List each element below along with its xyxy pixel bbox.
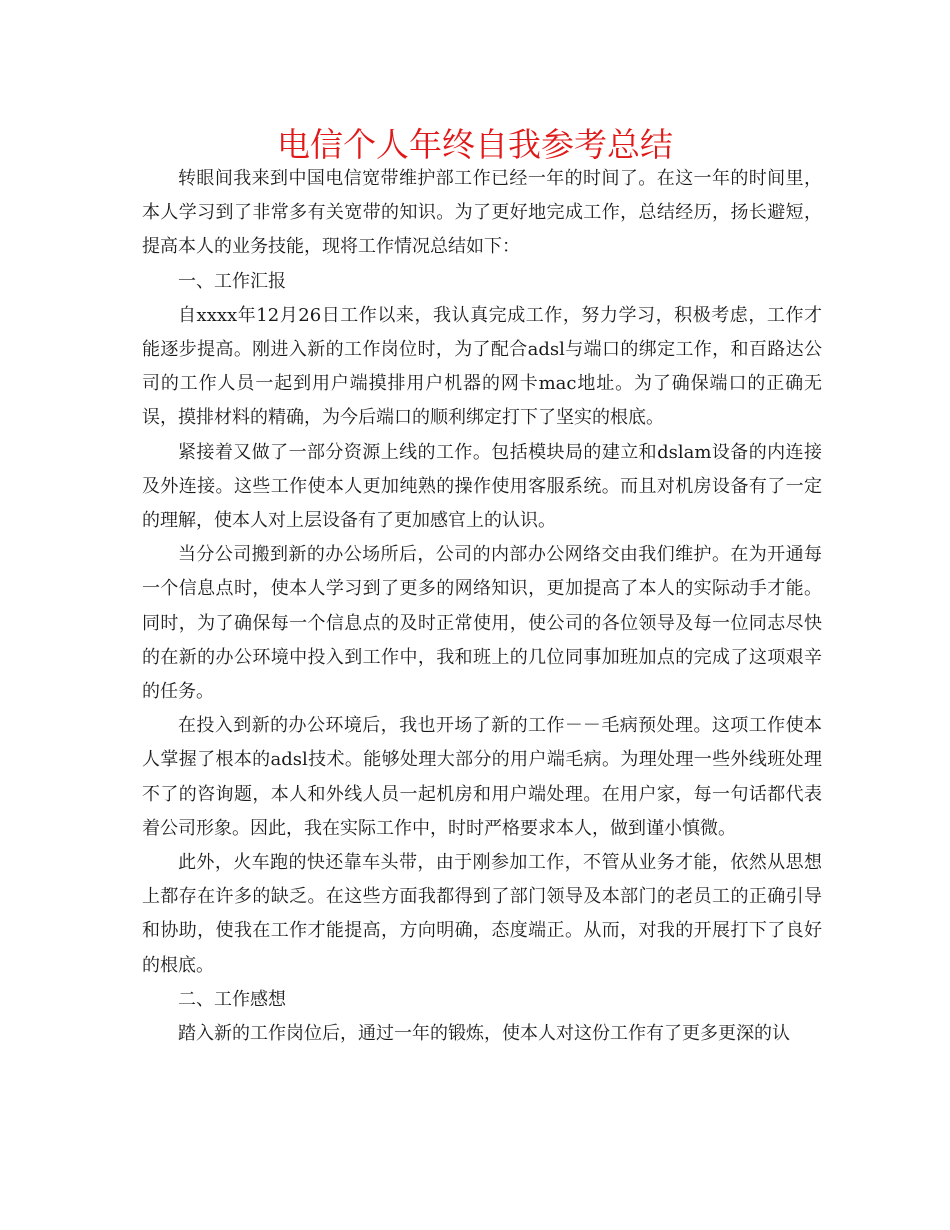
paragraph-fault-preprocessing: 在投入到新的办公环境后，我也开场了新的工作－－毛病预处理。这项工作使本人掌握了根本的adsl技术。能够处理大部分的用户端毛病。为理处理一些外线班处理不了的咨询题，本人和外线人员一起机房和用户端处理。在用户家，每一句话都代表着公司形象。因此，我在实际工作中，时时严格要求本人，做到谨小慎微。 xyxy=(142,715,822,839)
paragraph-office-network: 当分公司搬到新的办公场所后，公司的内部办公网络交由我们维护。在为开通每一个信息点时，使本人学习到了更多的网络知识，更加提高了本人的实际动手才能。同时，为了确保每一个信息点的及时正常使用，使公司的各位领导及每一位同志尽快的在新的办公环境中投入到工作中，我和班上的几位同事加班加点的完成了这项艰辛的任务。 xyxy=(142,544,822,703)
paragraph-work-start: 自xxxx年12月26日工作以来，我认真完成工作，努力学习，积极考虑，工作才能逐步提高。刚进入新的工作岗位时，为了配合adsl与端口的绑定工作，和百路达公司的工作人员一起到用户端摸排用户机器的网卡mac地址。为了确保端口的正确无误，摸排材料的精确，为今后端口的顺利绑定打下了坚实的根底。 xyxy=(142,304,822,429)
document-title: 电信个人年终自我参考总结 xyxy=(277,125,673,164)
paragraph-resource-online: 紧接着又做了一部分资源上线的工作。包括模块局的建立和dslam设备的内连接及外连接。这些工作使本人更加纯熟的操作使用客服系统。而且对机房设备有了一定的理解，使本人对上层设备有了更加感官上的认识。 xyxy=(142,441,822,532)
paragraph-new-post: 踏入新的工作岗位后，通过一年的锻炼，使本人对这份工作有了更多更深的认 xyxy=(178,1023,790,1045)
section-heading-work-report: 一、工作汇报 xyxy=(178,270,286,292)
section-heading-work-thoughts: 二、工作感想 xyxy=(178,988,286,1010)
paragraph-intro: 转眼间我来到中国电信宽带维护部工作已经一年的时间了。在这一年的时间里，本人学习到了非常多有关宽带的知识。为了更好地完成工作，总结经历，扬长避短，提高本人的业务技能，现将工作情况总结如下： xyxy=(142,168,822,258)
document-body xyxy=(142,162,822,1051)
paragraph-guidance: 此外，火车跑的快还靠车头带，由于刚参加工作，不管从业务才能，依然从思想上都存在许多的缺乏。在这些方面我都得到了部门领导及本部门的老员工的正确引导和协助，使我在工作才能提高，方向明确，态度端正。从而，对我的开展打下了良好的根底。 xyxy=(142,852,822,976)
